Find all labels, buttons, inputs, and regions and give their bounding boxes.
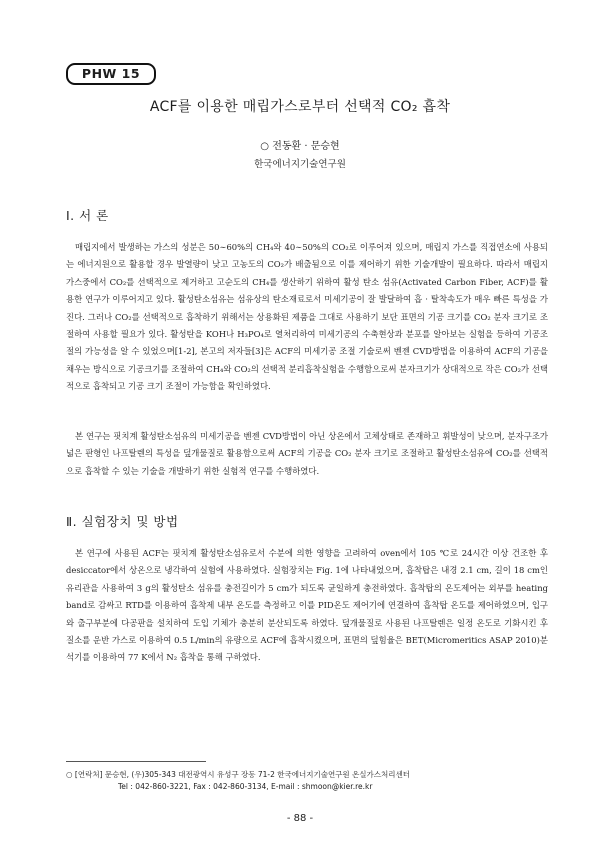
section-heading-methods: Ⅱ. 실험장치 및 방법	[66, 514, 179, 529]
footnote	[66, 769, 566, 793]
footnote-phone-email: Tel : 042-860-3221, Fax : 042-860-3134, E-mail : shmoon@kier.re.kr	[118, 782, 373, 791]
affiliation: 한국에너지기술연구원	[254, 159, 346, 170]
intro-paragraph-2: 본 연구는 핏치계 활성탄소섬유의 미세기공을 벤젠 CVD방법이 아닌 상온에서 고체상태로 존재하고 휘발성이 낮으며, 분자구조가 넓은 판형인 나프탈렌의 특성을 덮개물질로 활용함으로써 ACF의 기공을 CO₂ 분자 크기로 조절하고 활성탄소섬유에 CO₂를 선택적으로 흡착할 수 있는 기술을 개발하기 위한 실험적 연구를 수행하였다.	[66, 431, 548, 476]
section-heading-introduction: Ⅰ. 서 론	[66, 208, 109, 223]
session-badge: PHW 15	[66, 63, 156, 85]
footnote-contact: ○ [연락처] 문승현, (우)305-343 대전광역시 유성구 장동 71-2 한국에너지기술연구원 온실가스처리센터	[66, 770, 411, 779]
methods-paragraph-1: 본 연구에 사용된 ACF는 핏치계 활성탄소섬유로서 수분에 의한 영향을 고려하여 oven에서 105 ℃로 24시간 이상 건조한 후 desiccator에서 상온으로 냉각하여 실험에 사용하였다. 실험장치는 Fig. 1에 나타내었으며, 흡착탑은 내경 2.1 cm, 길이 18 cm인 유리관을 사용하여 3 g의 활성탄소 섬유를 충전길이가 5 cm가 되도록 균일하게 충전하였다. 흡착탑의 온도제어는 외부를 heating band로 감싸고 RTD를 이용하여 흡착제 내부 온도를 측정하고 이를 PID온도 제어기에 연결하여 흡착탑 온도를 제어하였으며, 입구와 출구부분에 다공판을 설치하여 도입 기체가 충분히 분산되도록 하였다. 덮개물질로 사용된 나프탈렌은 일정 온도로 기화시킨 후 질소를 운반 가스로 이용하여 0.5 L/min의 유량으로 ACF에 흡착시켰으며, 표면의 덮힘율은 BET(Micromeritics ASAP 2010)분석기를 이용하여 77 K에서 N₂ 흡착을 통해 구하였다.	[66, 548, 548, 663]
paper-title: ACF를 이용한 매립가스로부터 선택적 CO₂ 흡착	[149, 99, 451, 115]
authors: ○ 전동환 · 문승현	[260, 141, 340, 152]
page-number: - 88 -	[286, 813, 314, 824]
footnote-divider	[66, 761, 206, 762]
intro-paragraph-1: 매립지에서 발생하는 가스의 성분은 50∼60%의 CH₄와 40∼50%의 CO₂로 이루어져 있으며, 매립지 가스를 직접연소에 사용되는 에너지원으로 활용할 경우 발열량이 낮고 고농도의 CO₂가 배출됨으로 이를 제어하기 위한 기술개발이 필요하다. 따라서 매립지 가스중에서 CO₂를 선택적으로 제거하고 고순도의 CH₄를 생산하기 위하여 활성 탄소 섬유(Activated Carbon Fiber, ACF)를 활용한 연구가 이루어지고 있다. 활성탄소섬유는 섬유상의 탄소재료로서 미세기공이 잘 발달하여 흡 · 탈착속도가 매우 빠른 특성을 가진다. 그러나 CO₂를 선택적으로 흡착하기 위해서는 상용화된 제품을 그대로 사용하기 보단 표면의 기공 크기를 CO₂ 분자 크기로 조절하여 사용할 필요가 있다. 활성탄을 KOH나 H₃PO₄로 열처리하여 미세기공의 수축현상과 분포를 알아보는 실험을 등하여 기공조절의 가능성을 알 수 있었으며[1-2], 본고의 저자들[3]은 ACF의 미세기공 조절 기술로써 벤젠 CVD방법을 이용하여 ACF의 기공을 채우는 방식으로 기공크기를 조절하여 CH₄와 CO₂의 선택적 분리흡착실험을 수행함으로써 분자크기가 상대적으로 작은 CO₂가 선택적으로 흡착되고 기공 크기 조절이 가능함을 확인하였다.	[66, 242, 548, 392]
